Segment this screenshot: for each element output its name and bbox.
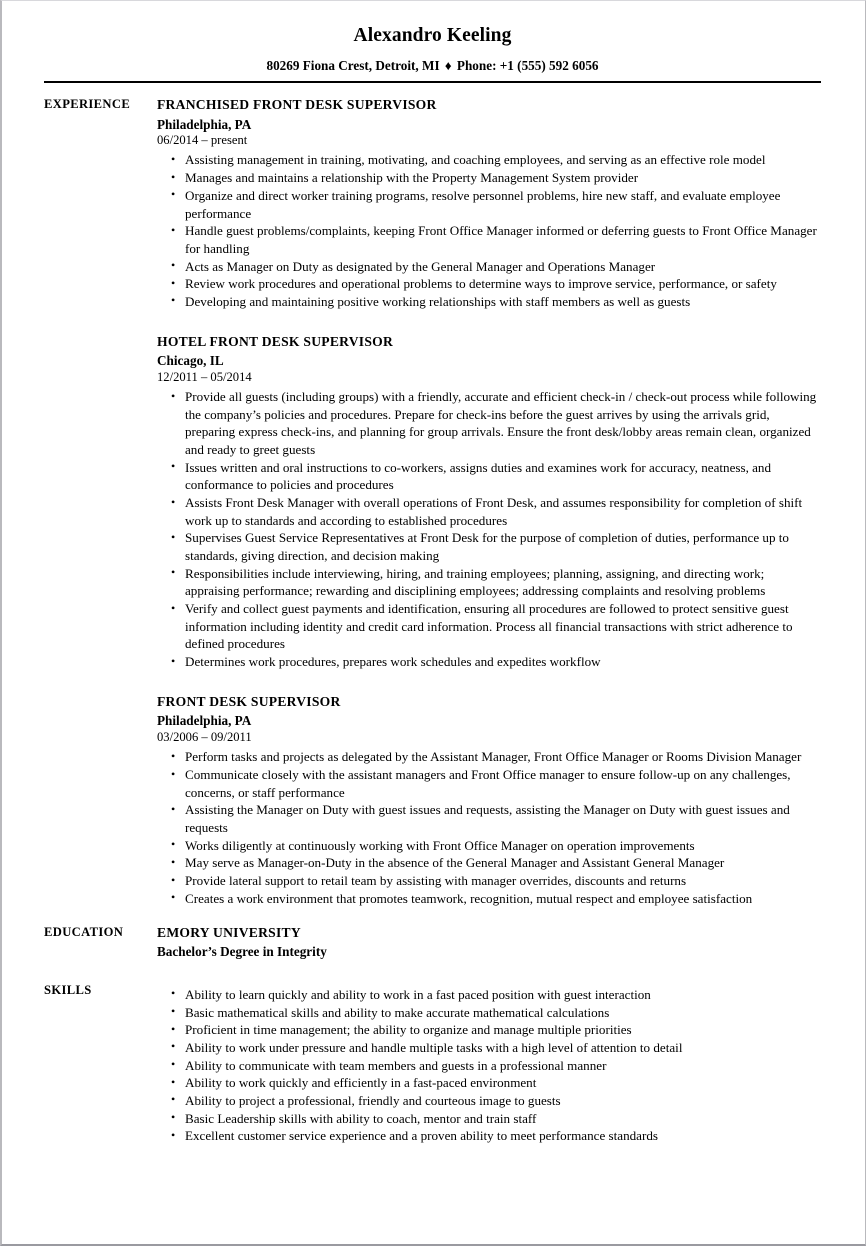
job-bullet: • Provide lateral support to retail team by assisting with manager overrides, discounts and returns: [157, 872, 821, 890]
job-bullet: • Verify and collect guest payments and identification, ensuring all procedures are followed to protect sensitive guest information including identity and credit card information. Process all financial transactions with strict adherence to defined procedures: [157, 600, 821, 653]
experience-entry: [157, 311, 821, 671]
job-dates: 12/2011 – 05/2014: [157, 369, 252, 384]
skill-bullet: • Ability to work under pressure and handle multiple tasks with a high level of attention to detail: [157, 1039, 821, 1057]
skill-bullet: • Ability to project a professional, friendly and courteous image to guests: [157, 1092, 821, 1110]
job-dates: 06/2014 – present: [157, 133, 248, 148]
job-title: HOTEL FRONT DESK SUPERVISOR: [157, 333, 394, 349]
job-bullet: • Assisting management in training, motivating, and coaching employees, and serving as an effective role model: [157, 151, 821, 169]
candidate-name: Alexandro Keeling: [353, 25, 512, 46]
job-bullet: • Supervises Guest Service Representatives at Front Desk for the purpose of completion of duties, performance up to standards, giving direction, and decision making: [157, 529, 821, 564]
job-bullet: • Assisting the Manager on Duty with guest issues and requests, assisting the Manager on Duty with guest issues and requests: [157, 801, 821, 836]
diamond-separator-icon: ♦: [444, 58, 452, 74]
skill-bullet: • Basic Leadership skills with ability to coach, mentor and train staff: [157, 1110, 821, 1128]
skills-section: [44, 961, 821, 1145]
education-entry: [157, 925, 821, 960]
job-bullet: • Works diligently at continuously working with Front Office Manager on operation improvements: [157, 837, 821, 855]
job-bullet: • Perform tasks and projects as delegated by the Assistant Manager, Front Office Manager or Rooms Division Manager: [157, 748, 821, 766]
job-location: Philadelphia, PA: [157, 116, 252, 132]
job-bullet: • Organize and direct worker training programs, resolve personnel problems, hire new staff, and evaluate employee performance: [157, 187, 821, 222]
job-bullet: • Manages and maintains a relationship with the Property Management System provider: [157, 169, 821, 187]
job-bullet: • Communicate closely with the assistant managers and Front Office manager to ensure follow-up on any challenges, concerns, or staff performance: [157, 766, 821, 801]
job-dates: 03/2006 – 09/2011: [157, 730, 252, 745]
skill-bullet: • Ability to learn quickly and ability to work in a fast paced position with guest interaction: [157, 986, 821, 1004]
job-location: Philadelphia, PA: [157, 713, 252, 729]
section-label-skills: SKILLS: [44, 982, 92, 997]
job-title: FRANCHISED FRONT DESK SUPERVISOR: [157, 96, 437, 112]
education-section: [44, 907, 821, 960]
skills-body: [157, 983, 821, 1145]
job-bullet: • Acts as Manager on Duty as designated by the General Manager and Operations Manager: [157, 258, 821, 276]
skill-bullet: • Basic mathematical skills and ability to make accurate mathematical calculations: [157, 1004, 821, 1022]
job-bullet: • Responsibilities include interviewing, hiring, and training employees; planning, assigning, and directing work; appraising performance; rewarding and disciplining employees; addressing complaints and resolving problems: [157, 565, 821, 600]
experience-entry: [157, 97, 821, 311]
experience-section: [44, 83, 821, 907]
resume-header: [44, 1, 821, 83]
experience-list: [157, 97, 821, 907]
education-degree: Bachelor’s Degree in Integrity: [157, 944, 327, 960]
skills-bullet-list: [157, 986, 821, 1145]
education-school: EMORY UNIVERSITY: [157, 925, 301, 941]
job-location: Chicago, IL: [157, 353, 224, 369]
section-label-education: EDUCATION: [44, 925, 124, 940]
contact-line: [44, 46, 821, 74]
skill-bullet: • Proficient in time management; the ability to organize and manage multiple priorities: [157, 1021, 821, 1039]
education-list: [157, 925, 821, 960]
contact-phone: Phone: +1 (555) 592 6056: [456, 58, 599, 74]
skill-bullet: • Excellent customer service experience and a proven ability to meet performance standards: [157, 1127, 821, 1145]
job-bullet: • Provide all guests (including groups) with a friendly, accurate and efficient check-in / check-out process while following the company’s policies and procedures. Prepare for check-ins before the guest arrives by using the arrivals grid, preparing express check-ins, and planning for group arrivals. Ensure the front desk/lobby areas remain clean, organized and ready to greet guests: [157, 388, 821, 459]
job-bullet-list: [157, 388, 821, 671]
job-bullet-list: [157, 151, 821, 310]
job-bullet: • Review work procedures and operational problems to determine ways to improve service, performance, or safety: [157, 275, 821, 293]
section-label-experience: EXPERIENCE: [44, 96, 131, 111]
job-bullet: • May serve as Manager-on-Duty in the absence of the General Manager and Assistant General Manager: [157, 854, 821, 872]
job-bullet: • Determines work procedures, prepares work schedules and expedites workflow: [157, 653, 821, 671]
skill-bullet: • Ability to communicate with team members and guests in a professional manner: [157, 1057, 821, 1075]
job-bullet: • Assists Front Desk Manager with overall operations of Front Desk, and assumes responsibility for completion of shift work up to standards and according to established procedures: [157, 494, 821, 529]
contact-address: 80269 Fiona Crest, Detroit, MI: [266, 58, 440, 74]
job-title: FRONT DESK SUPERVISOR: [157, 693, 341, 709]
job-bullet: • Handle guest problems/complaints, keeping Front Office Manager informed or deferring guests to Front Office Manager for handling: [157, 222, 821, 257]
job-bullet: • Developing and maintaining positive working relationships with staff members as well as guests: [157, 293, 821, 311]
job-bullet: • Creates a work environment that promotes teamwork, recognition, mutual respect and employee satisfaction: [157, 890, 821, 908]
skill-bullet: • Ability to work quickly and efficiently in a fast-paced environment: [157, 1074, 821, 1092]
job-bullet-list: [157, 748, 821, 907]
experience-entry: [157, 671, 821, 908]
job-bullet: • Issues written and oral instructions to co-workers, assigns duties and examines work for accuracy, neatness, and conformance to policies and procedures: [157, 459, 821, 494]
